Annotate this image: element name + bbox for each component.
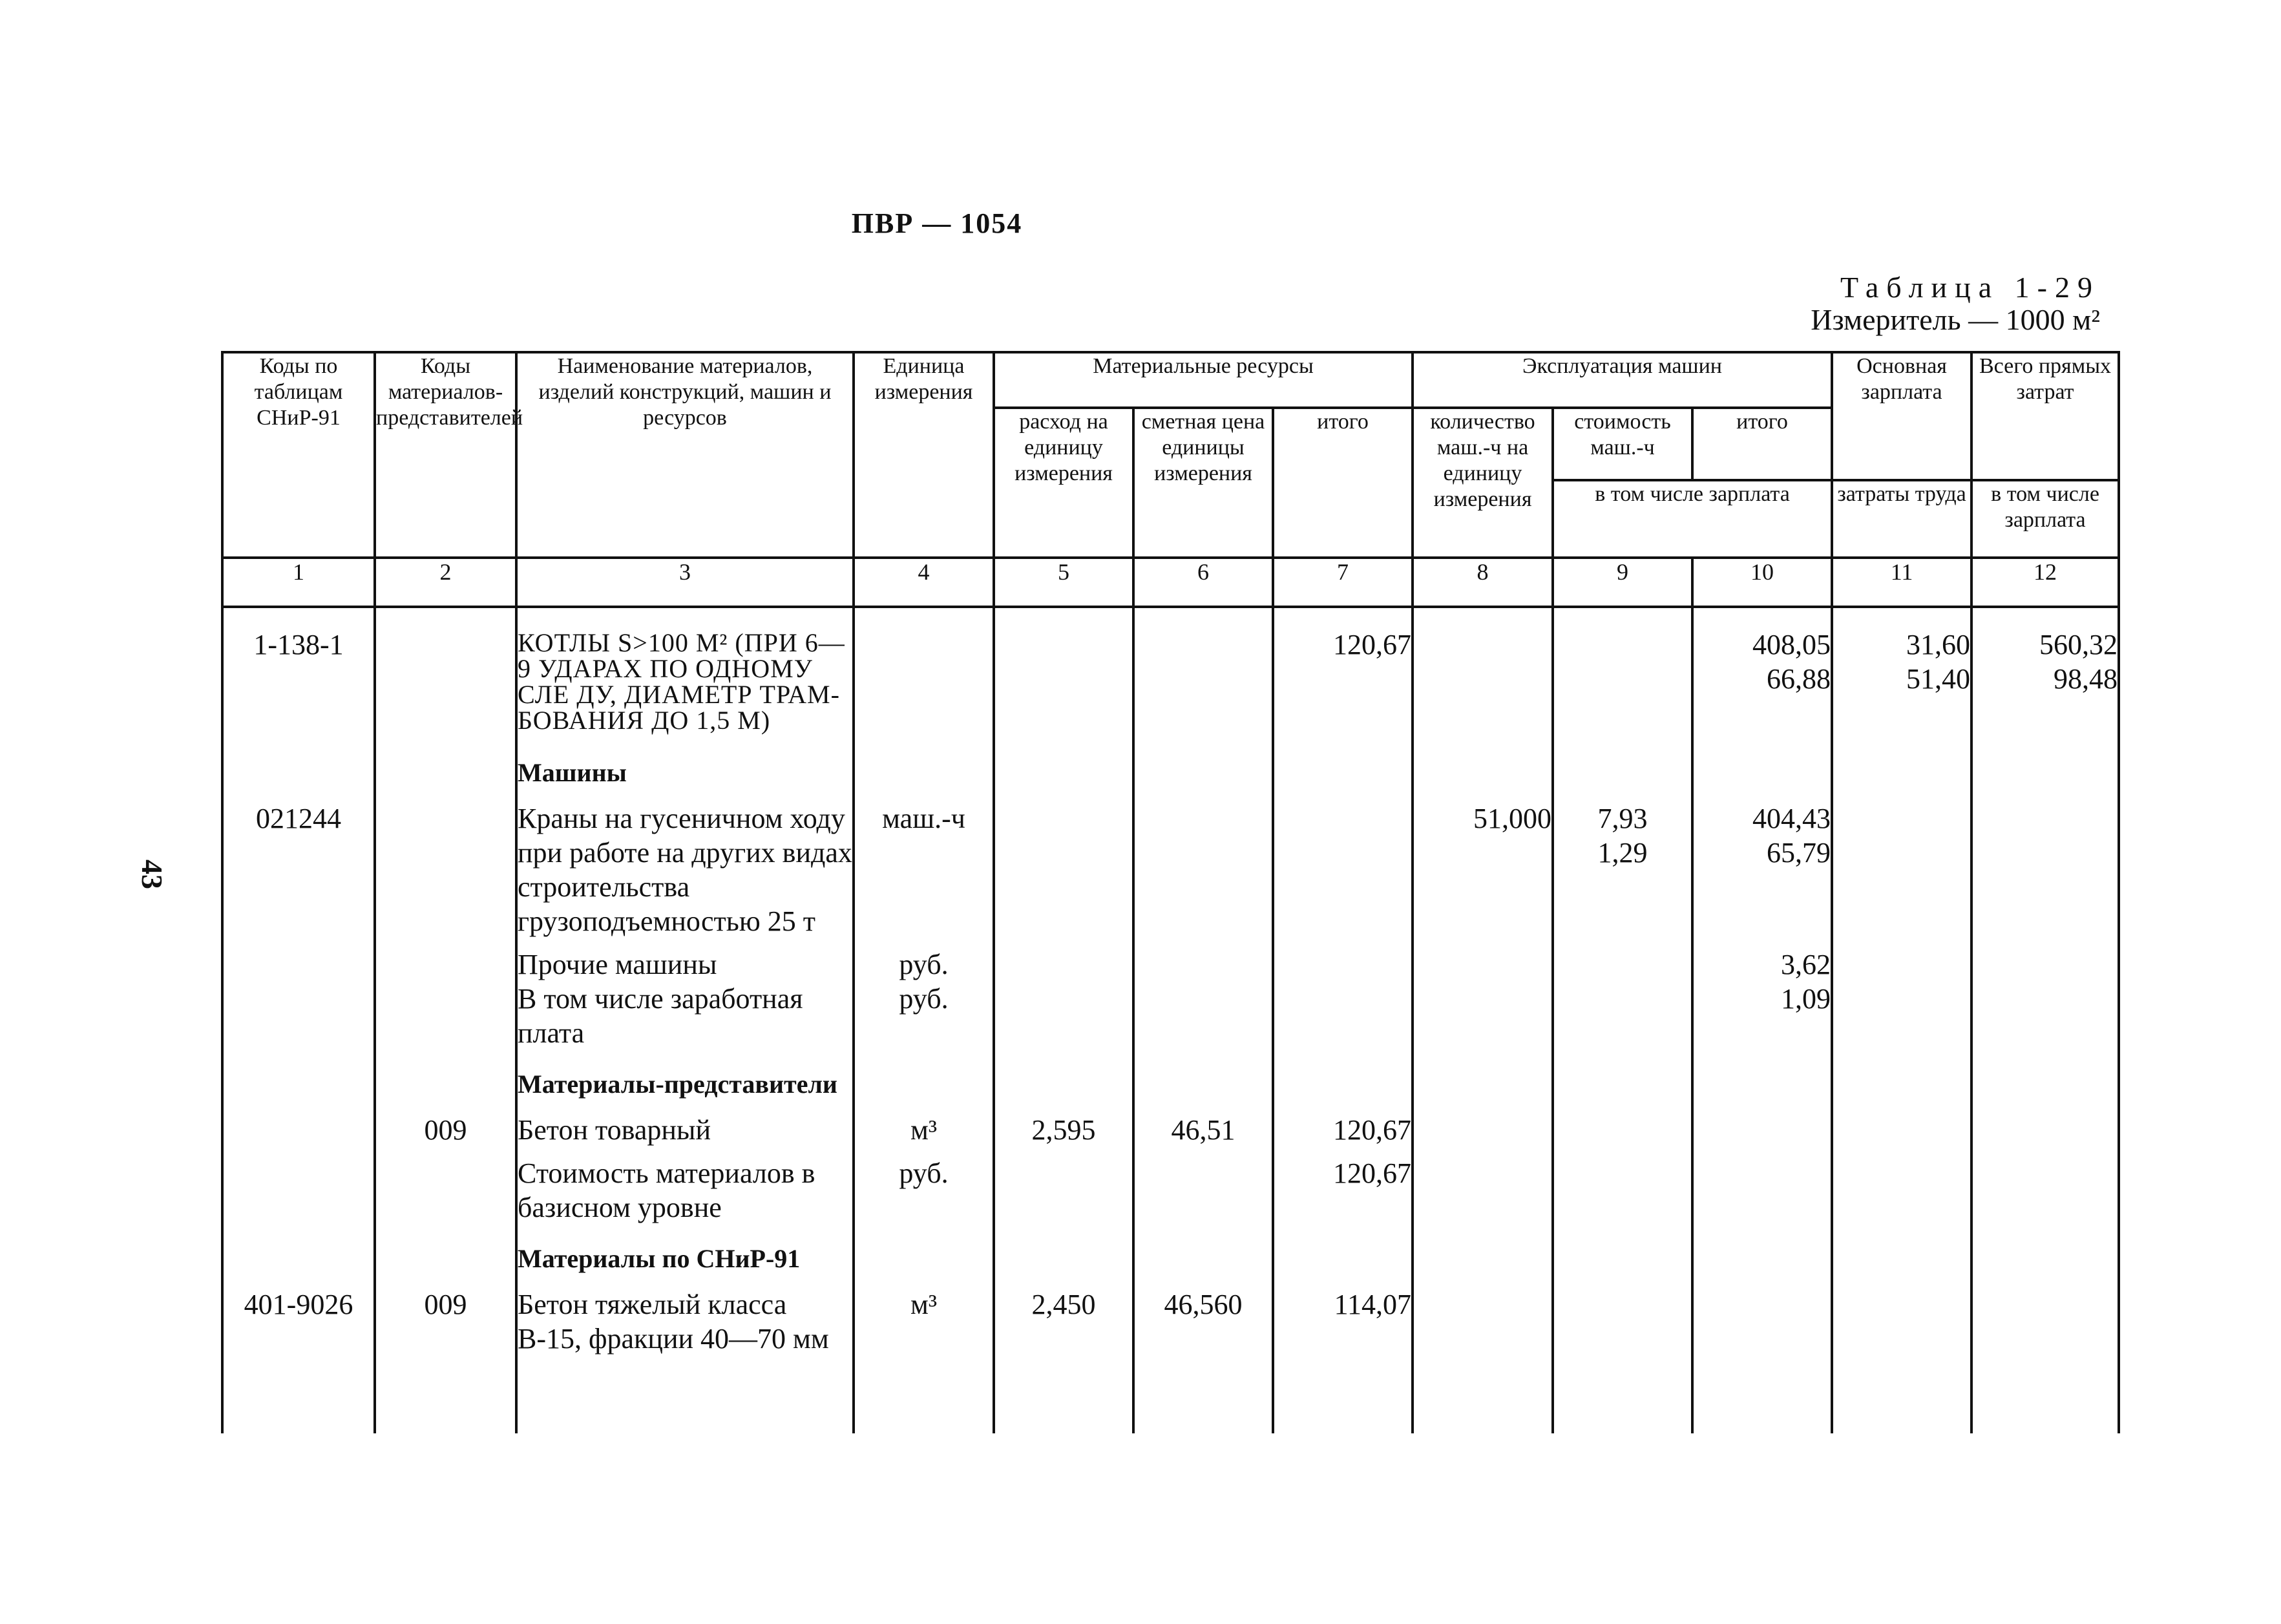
column-number: 7: [1273, 558, 1413, 607]
cell-code: 021244: [222, 801, 375, 947]
cell-code2: [375, 607, 516, 750]
cell-name: Краны на гусеничном ходу при работе на других видах строительства грузоподъемностью 25 т: [516, 801, 854, 947]
cell-code: 401-9026: [222, 1287, 375, 1356]
section-row: [222, 1067, 2119, 1113]
cell-name: Бетон товарный: [516, 1113, 854, 1156]
header-consumption: расход на единицу измерения: [994, 408, 1133, 558]
table-row: [222, 801, 2119, 947]
header-machines-salary: в том числе зарплата: [1553, 480, 1832, 558]
cell-name: [516, 947, 854, 1067]
header-total-direct: Всего прямых затрат: [1971, 352, 2119, 480]
cell-c5: 2,450: [994, 1287, 1133, 1356]
name-other-machines: Прочие машины: [518, 949, 717, 980]
section-title-representatives: Материалы-представители: [516, 1067, 854, 1113]
column-number: 3: [516, 558, 854, 607]
section-row: [222, 1241, 2119, 1287]
estimate-table: [221, 351, 2120, 1433]
table-row: [222, 947, 2119, 1067]
value-total: 3,62: [1781, 949, 1831, 980]
table-number: Таблица 1-29: [1840, 271, 2100, 304]
column-number: 2: [375, 558, 516, 607]
value-cost: 7,93: [1597, 803, 1648, 834]
section-title-snir: Материалы по СНиР-91: [516, 1241, 854, 1287]
cell-c9: [1553, 801, 1692, 947]
value-total: 560,32: [2039, 629, 2118, 660]
table-row: [222, 607, 2119, 750]
header-codes-snir: Коды по таблицам СНиР-91: [222, 352, 375, 558]
header-group-machines: Эксплуатация машин: [1413, 352, 1832, 408]
value-salary: 98,48: [2054, 663, 2118, 695]
cell-c9: [1553, 607, 1692, 750]
unit-rub: руб.: [899, 983, 949, 1015]
header-total-salary: в том числе зарплата: [1971, 480, 2119, 558]
column-number: 8: [1413, 558, 1553, 607]
header-unit: Единица измерения: [854, 352, 994, 558]
table-row: [222, 1287, 2119, 1356]
cell-c10: [1692, 947, 1832, 1067]
cell-unit: маш.-ч: [854, 801, 994, 947]
header-labor-cost: затраты труда: [1832, 480, 1971, 558]
value-salary: 66,88: [1767, 663, 1831, 695]
cell-c12: [1971, 607, 2119, 750]
header-materials-total: итого: [1273, 408, 1413, 558]
value-salary: 65,79: [1767, 837, 1831, 869]
section-row: [222, 750, 2119, 801]
table-body: [222, 607, 2119, 1433]
table-header: [222, 352, 2119, 607]
estimate-table-wrapper: [221, 351, 2120, 1433]
header-group-materials: Материальные ресурсы: [994, 352, 1413, 408]
table-row: [222, 1113, 2119, 1156]
header-unit-price: сметная цена единицы измерения: [1133, 408, 1273, 558]
cell-name: Стоимость материалов в базисном уровне: [516, 1156, 854, 1241]
cell-c11: [1832, 607, 1971, 750]
cell-c7: 120,67: [1273, 1113, 1413, 1156]
column-number: 1: [222, 558, 375, 607]
value-total: 404,43: [1752, 803, 1831, 834]
cell-c6: [1133, 607, 1273, 750]
column-number: 6: [1133, 558, 1273, 607]
cell-c6: 46,560: [1133, 1287, 1273, 1356]
cell-code2: 009: [375, 1113, 516, 1156]
header-base-salary: Основная зарплата: [1832, 352, 1971, 480]
value-salary: 31,60: [1906, 629, 1971, 660]
cell-code2: 009: [375, 1287, 516, 1356]
value-labor: 51,40: [1906, 663, 1971, 695]
cell-unit: руб.: [854, 1156, 994, 1241]
cell-c6: 46,51: [1133, 1113, 1273, 1156]
cell-c5: [994, 607, 1133, 750]
column-number: 12: [1971, 558, 2119, 607]
cell-c7: 120,67: [1273, 1156, 1413, 1241]
header-machine-hour-cost: стоимость маш.-ч: [1553, 408, 1692, 480]
cell-c7: 114,07: [1273, 1287, 1413, 1356]
section-title-machines: Машины: [516, 750, 854, 801]
table-meter: Измеритель — 1000 м²: [1811, 303, 2100, 336]
column-number: 4: [854, 558, 994, 607]
name-including-salary: В том числе заработная плата: [518, 983, 803, 1049]
header-machine-hours: количество маш.-ч на единицу измерения: [1413, 408, 1553, 558]
cell-unit: м³: [854, 1113, 994, 1156]
value-salary: 1,29: [1597, 837, 1648, 869]
header-machines-total: итого: [1692, 408, 1832, 480]
cell-unit: м³: [854, 1287, 994, 1356]
page-number: 43: [136, 859, 169, 889]
cell-c7: 120,67: [1273, 607, 1413, 750]
cell-name: Бетон тяжелый класса В-15, фракции 40—70 мм: [516, 1287, 854, 1356]
cell-code: 1-138-1: [222, 607, 375, 750]
header-material-name: Наименование материалов, изделий конструкций, машин и ресурсов: [516, 352, 854, 558]
value-salary: 1,09: [1781, 983, 1831, 1015]
cell-c8: 51,000: [1413, 801, 1553, 947]
page-title: ПВР — 1054: [851, 207, 1023, 239]
table-row: [222, 1156, 2119, 1241]
value-total: 408,05: [1752, 629, 1831, 660]
column-number: 9: [1553, 558, 1692, 607]
column-number: 11: [1832, 558, 1971, 607]
cell-c10: [1692, 801, 1832, 947]
unit-rub: руб.: [899, 949, 949, 980]
cell-unit: [854, 947, 994, 1067]
header-codes-representatives: Коды материалов-представителей: [375, 352, 516, 558]
column-number: 5: [994, 558, 1133, 607]
cell-name: КОТЛЫ S>100 М² (ПРИ 6—9 УДАРАХ ПО ОДНОМУ СЛЕ ДУ, ДИАМЕТР ТРАМ-БОВАНИЯ ДО 1,5 М): [516, 607, 854, 750]
cell-c10: [1692, 607, 1832, 750]
cell-unit: [854, 607, 994, 750]
cell-c8: [1413, 607, 1553, 750]
table-row-empty: [222, 1356, 2119, 1433]
column-number: 10: [1692, 558, 1832, 607]
cell-c5: 2,595: [994, 1113, 1133, 1156]
